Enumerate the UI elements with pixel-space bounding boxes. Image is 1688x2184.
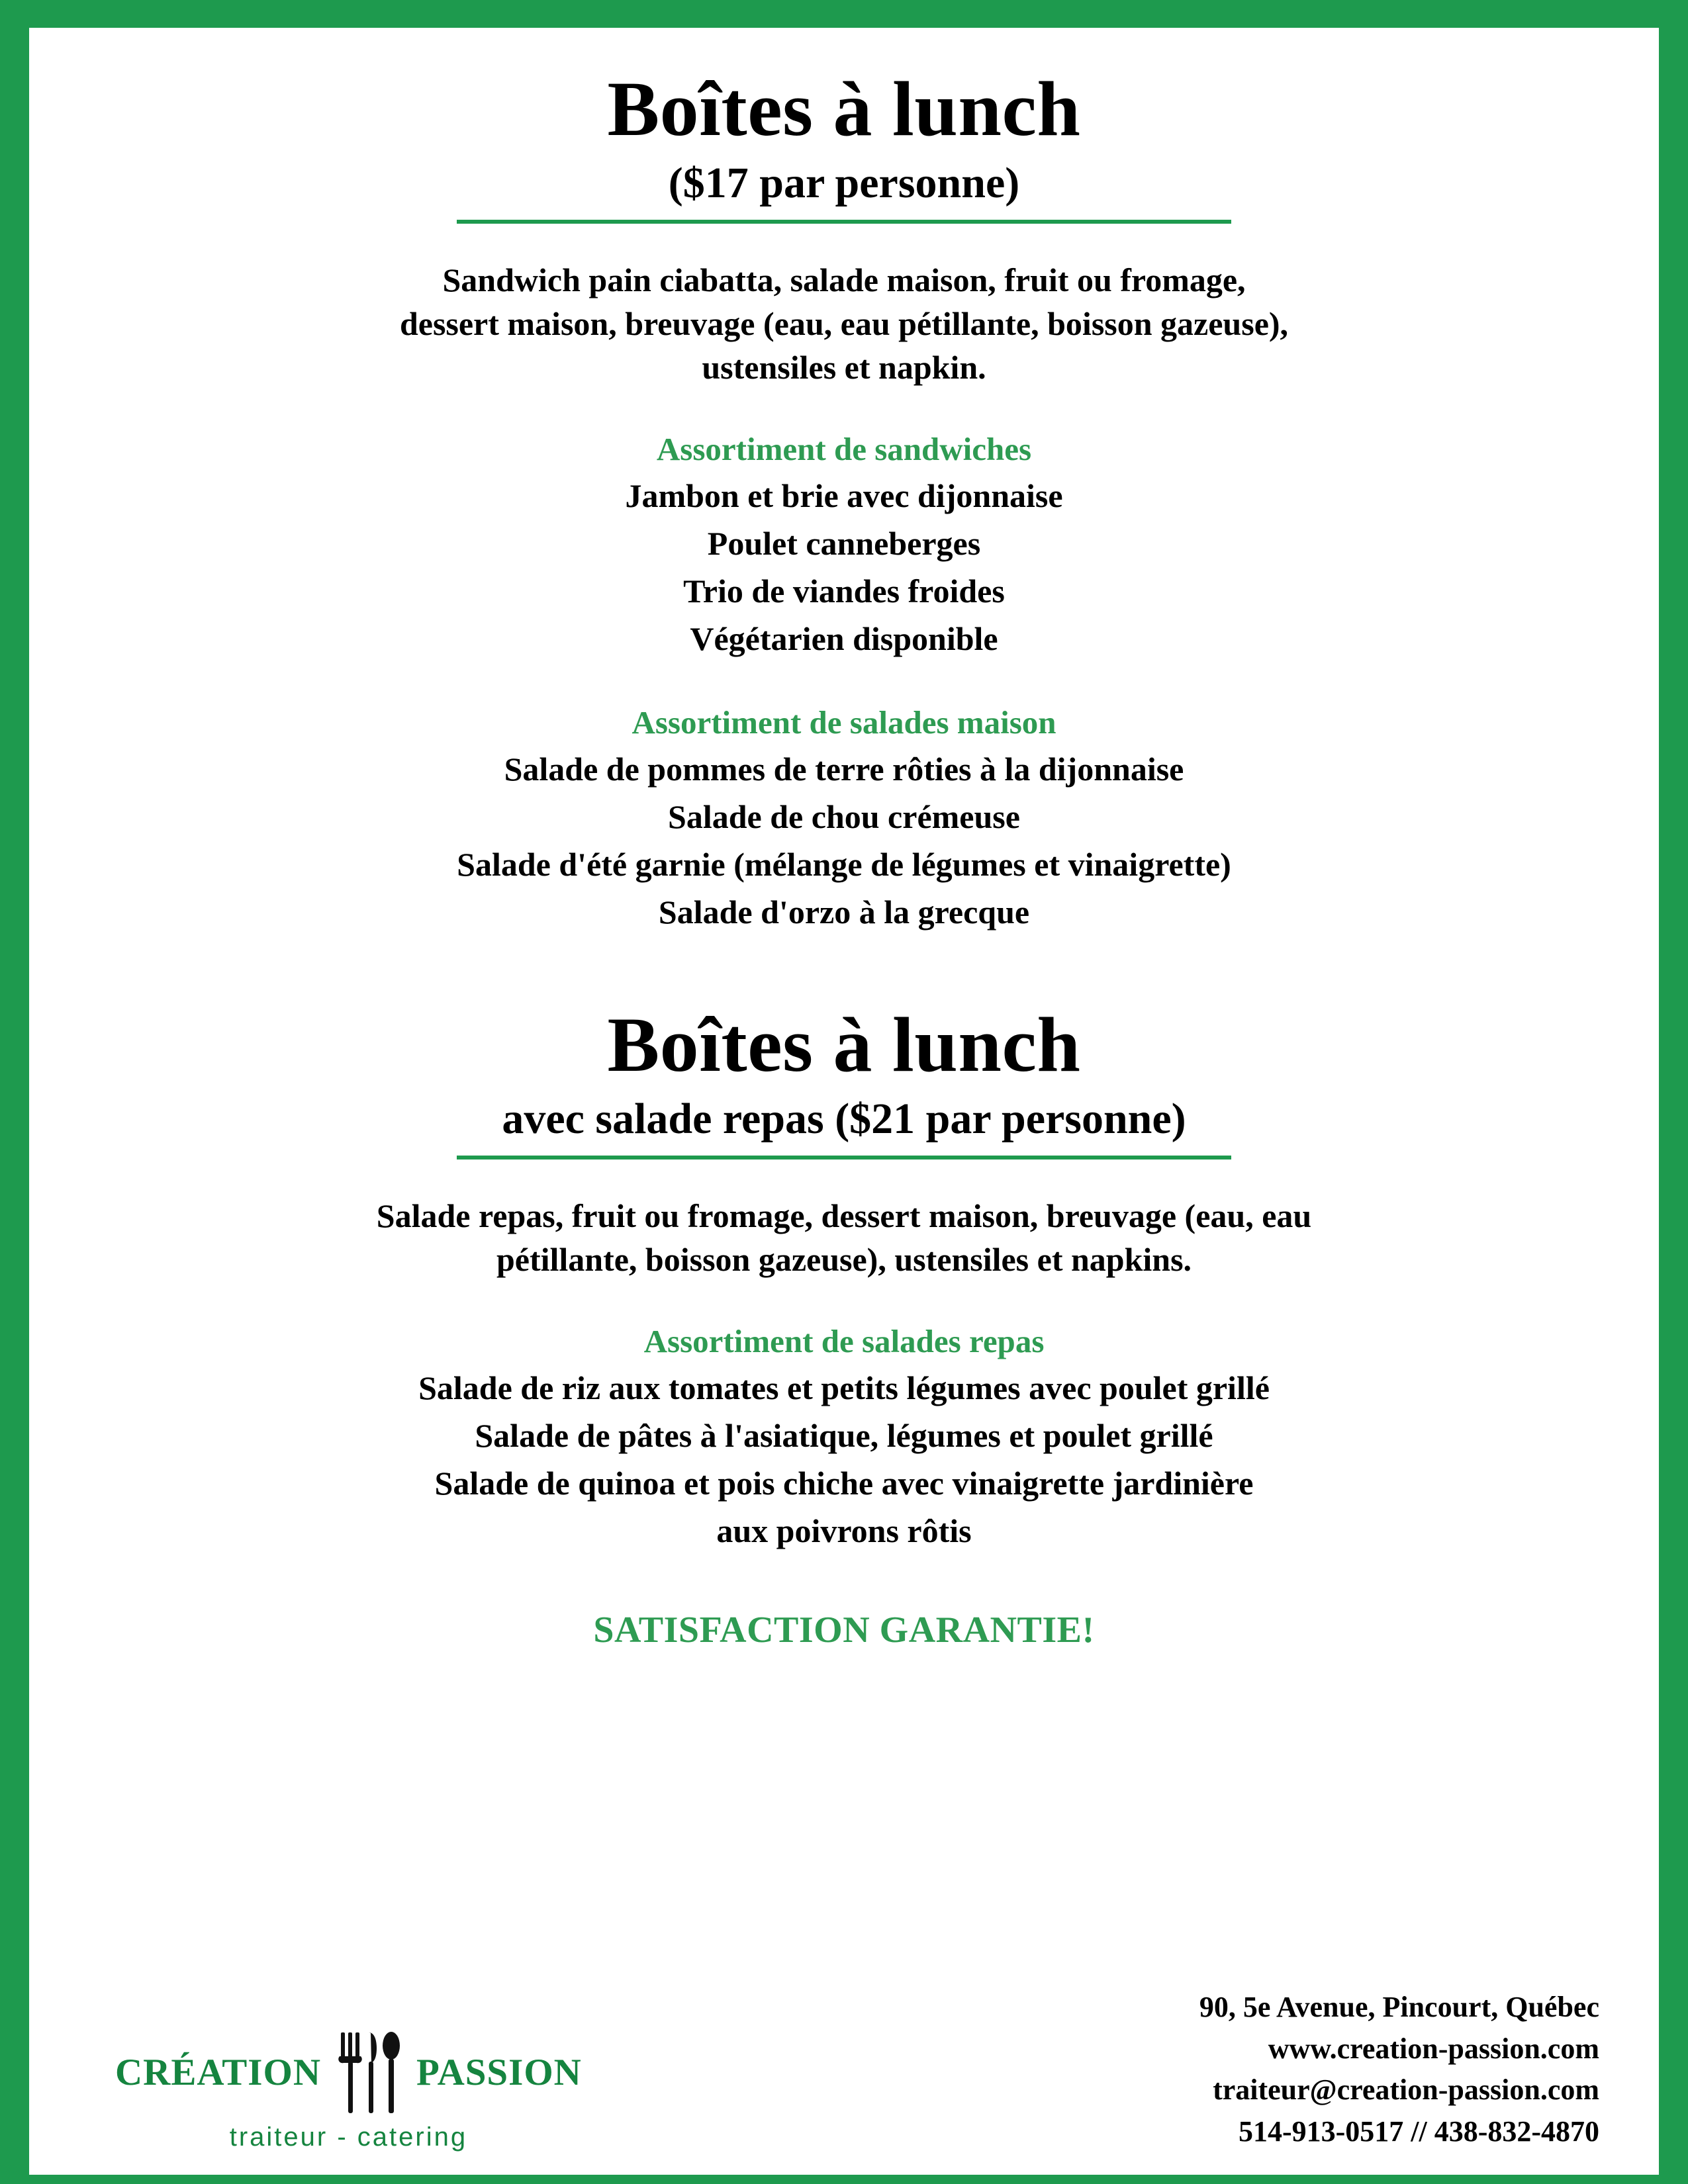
section2-title: Boîtes à lunch [607, 1001, 1081, 1088]
list-item: Salade de quinoa et pois chiche avec vinaigrette jardinière [434, 1464, 1254, 1502]
section1-title: Boîtes à lunch [607, 66, 1081, 152]
section1-intro [248, 258, 1440, 389]
section1-subtitle: ($17 par personne) [668, 158, 1020, 207]
utensils-icon [332, 2028, 406, 2116]
contact-block [1199, 1987, 1599, 2152]
salads-heading: Assortiment de salades maison [632, 704, 1056, 741]
contact-address: 90, 5e Avenue, Pincourt, Québec [1199, 1991, 1599, 2024]
brand-logo-row [115, 2028, 582, 2116]
brand-word-left: CRÉATION [115, 2051, 321, 2093]
divider-rule-1 [457, 220, 1231, 224]
brand-tagline: traiteur - catering [229, 2122, 468, 2152]
contact-phone: 514-913-0517 // 438-832-4870 [1238, 2115, 1599, 2148]
list-item: Salade d'orzo à la grecque [658, 893, 1030, 931]
sandwiches-list [89, 472, 1599, 662]
meal-salads-list [89, 1364, 1599, 1555]
meal-salads-heading: Assortiment de salades repas [643, 1322, 1045, 1359]
list-item: Salade de pâtes à l'asiatique, légumes et poulet grillé [475, 1416, 1213, 1454]
section1-intro-line: ustensiles et napkin. [702, 348, 986, 386]
brand-logo [89, 2028, 582, 2152]
section1-intro-line: dessert maison, breuvage (eau, eau pétillante, boisson gazeuse), [399, 304, 1289, 342]
list-item: aux poivrons rôtis [716, 1512, 972, 1549]
list-item: Salade de pommes de terre rôties à la dijonnaise [504, 750, 1184, 788]
list-item: Végétarien disponible [690, 619, 998, 657]
menu-sheet [29, 28, 1659, 2175]
section2-intro-line: pétillante, boisson gazeuse), ustensiles et napkins. [496, 1240, 1192, 1278]
section2-intro-line: Salade repas, fruit ou fromage, dessert maison, breuvage (eau, eau [376, 1197, 1312, 1234]
satisfaction-guarantee: SATISFACTION GARANTIE! [593, 1609, 1095, 1651]
list-item: Salade d'été garnie (mélange de légumes et vinaigrette) [457, 845, 1231, 883]
footer [89, 1987, 1599, 2152]
divider-rule-2 [457, 1156, 1231, 1160]
section1-intro-line: Sandwich pain ciabatta, salade maison, fruit ou fromage, [442, 261, 1246, 298]
list-item: Jambon et brie avec dijonnaise [625, 477, 1063, 514]
brand-word-right: PASSION [416, 2051, 582, 2093]
list-item: Salade de riz aux tomates et petits légumes avec poulet grillé [418, 1369, 1270, 1406]
contact-email[interactable]: traiteur@creation-passion.com [1213, 2073, 1599, 2107]
list-item: Trio de viandes froides [683, 572, 1005, 610]
list-item: Poulet canneberges [707, 524, 981, 562]
sandwiches-heading: Assortiment de sandwiches [656, 430, 1032, 467]
section2-intro [248, 1194, 1440, 1281]
list-item: Salade de chou crémeuse [668, 797, 1020, 835]
section2-subtitle: avec salade repas ($21 par personne) [502, 1094, 1186, 1143]
salads-list [89, 745, 1599, 936]
contact-website[interactable]: www.creation-passion.com [1268, 2032, 1599, 2065]
